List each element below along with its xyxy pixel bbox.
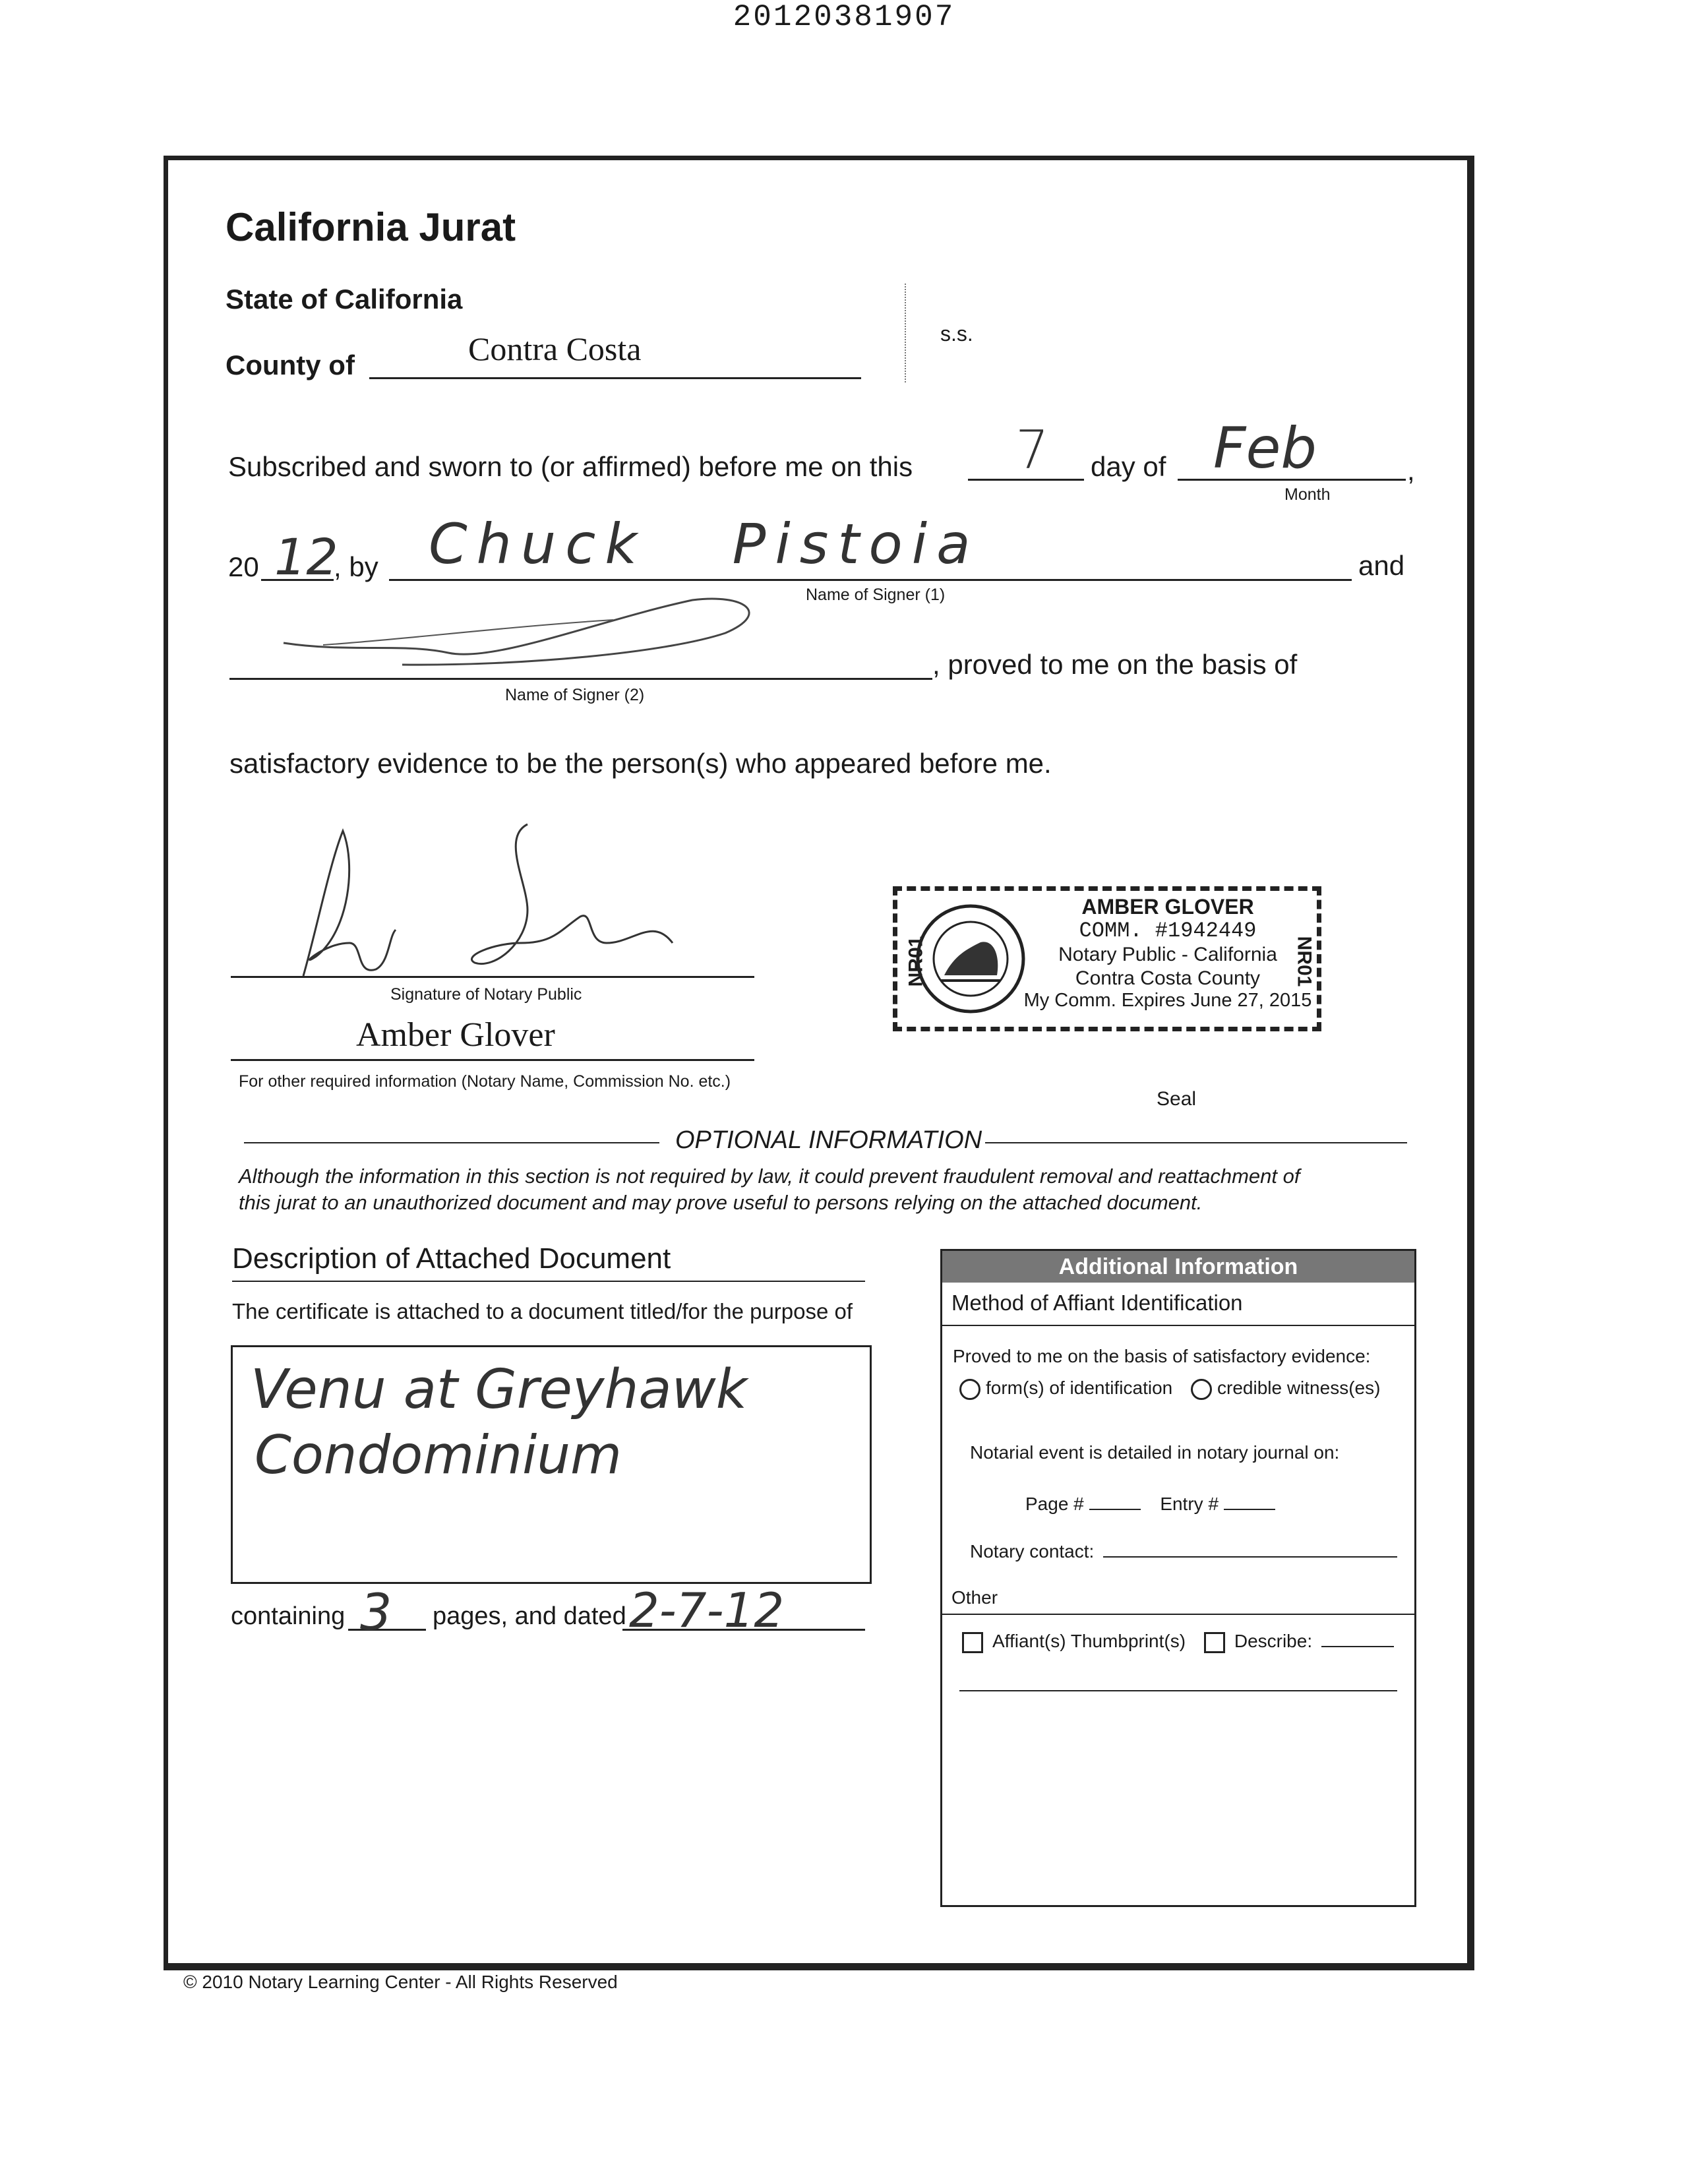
signer1-label: Name of Signer (1) <box>806 586 946 604</box>
seal-commission: COMM. #1942449 <box>1079 919 1257 943</box>
pages-value: 3 <box>360 1583 392 1641</box>
optional-rule-left <box>244 1142 659 1143</box>
notary-signature-line <box>231 976 754 978</box>
optional-text-2: this jurat to an unauthorized document and may prove useful to persons relying on the attached document. <box>239 1191 1203 1214</box>
document-title-line1: Venu at Greyhawk <box>251 1358 748 1421</box>
journal-label: Notarial event is detailed in notary journal on: <box>970 1442 1340 1463</box>
and-label: and <box>1358 550 1405 581</box>
county-line <box>369 377 861 379</box>
optional-rule-right <box>985 1142 1407 1143</box>
seal-name: AMBER GLOVER <box>1081 895 1254 919</box>
by-label: , by <box>334 551 378 582</box>
other-info-label: For other required information (Notary Name, Commission No. etc.) <box>239 1072 731 1091</box>
seal-expiration: My Comm. Expires June 27, 2015 <box>1023 990 1312 1011</box>
forms-of-id-radio[interactable] <box>959 1379 980 1400</box>
other-rule <box>942 1614 1414 1615</box>
thumbprint-checkbox[interactable] <box>962 1632 983 1653</box>
ss-label: s.s. <box>940 322 973 346</box>
containing-label: containing <box>231 1602 346 1630</box>
optional-text-1: Although the information in this section is not required by law, it could prevent fraudulent removal and reattachment of <box>239 1165 1300 1188</box>
credible-witness-radio[interactable] <box>1191 1379 1212 1400</box>
state-seal-emblem <box>915 903 1027 1015</box>
satisfactory-text: satisfactory evidence to be the person(s) who appeared before me. <box>229 748 1052 779</box>
notary-seal-stamp <box>893 886 1321 1031</box>
dated-value: 2-7-12 <box>629 1583 785 1638</box>
entry-field[interactable] <box>1224 1509 1275 1510</box>
notary-name-value: Amber Glover <box>356 1016 555 1054</box>
county-label: County of <box>226 349 355 380</box>
other-options <box>962 1631 1394 1653</box>
document-number: 20120381907 <box>733 0 955 34</box>
sworn-text: Subscribed and sworn to (or affirmed) before me on this <box>228 451 913 482</box>
day-value: 7 <box>1015 419 1049 481</box>
proved-label: Proved to me on the basis of satisfactory evidence: <box>953 1346 1371 1366</box>
document-title-line2: Condominium <box>255 1424 622 1486</box>
page-label: Page # <box>1025 1494 1084 1514</box>
forms-of-id-label: form(s) of identification <box>986 1378 1173 1398</box>
method-label: Method of Affiant Identification <box>951 1290 1243 1315</box>
page-field[interactable] <box>1089 1509 1141 1510</box>
form-title: California Jurat <box>226 205 516 249</box>
pages-dated-label: pages, and dated <box>433 1602 626 1630</box>
brace-mark <box>905 284 909 382</box>
signer2-strike-scribble <box>270 580 771 679</box>
seal-side-left: NR01 <box>905 936 927 987</box>
other-label: Other <box>951 1587 998 1608</box>
describe-checkbox[interactable] <box>1204 1632 1225 1653</box>
county-value: Contra Costa <box>468 330 642 367</box>
contact-row <box>970 1541 1397 1562</box>
notary-name-line <box>231 1059 754 1061</box>
optional-heading: OPTIONAL INFORMATION <box>675 1126 982 1154</box>
description-heading-rule <box>232 1281 865 1282</box>
notary-contact-field[interactable] <box>1103 1556 1397 1558</box>
entry-label: Entry # <box>1160 1494 1219 1514</box>
method-rule <box>942 1325 1414 1326</box>
describe-extra-line <box>959 1690 1397 1691</box>
describe-label: Describe: <box>1234 1631 1313 1651</box>
signer1-value: Chuck Pistoia <box>429 512 980 576</box>
description-heading: Description of Attached Document <box>232 1242 671 1275</box>
copyright-footer: © 2010 Notary Learning Center - All Rights Reserved <box>183 1972 618 1992</box>
proved-text: , proved to me on the basis of <box>932 649 1298 680</box>
seal-label: Seal <box>1157 1088 1197 1110</box>
notary-contact-label: Notary contact: <box>970 1541 1095 1562</box>
thumbprint-label: Affiant(s) Thumbprint(s) <box>992 1631 1186 1651</box>
state-label: State of California <box>226 284 463 315</box>
additional-info-header: Additional Information <box>942 1251 1414 1283</box>
seal-side-right: NR01 <box>1293 936 1315 987</box>
id-options <box>959 1378 1380 1400</box>
notary-signature <box>277 811 699 1009</box>
comma: , <box>1407 455 1415 486</box>
notary-signature-label: Signature of Notary Public <box>390 985 582 1004</box>
year-prefix: 20 <box>228 551 259 582</box>
certificate-text: The certificate is attached to a document titled/for the purpose of <box>232 1299 853 1323</box>
signer2-line <box>229 678 932 680</box>
credible-witness-label: credible witness(es) <box>1217 1378 1381 1398</box>
month-label: Month <box>1284 485 1331 504</box>
seal-county: Contra Costa County <box>1075 967 1261 989</box>
month-value: Feb <box>1213 415 1317 481</box>
describe-field[interactable] <box>1321 1646 1394 1647</box>
seal-line3: Notary Public - California <box>1058 944 1277 965</box>
signer2-label: Name of Signer (2) <box>505 686 645 704</box>
day-of-label: day of <box>1091 451 1166 482</box>
additional-info-panel <box>940 1249 1416 1907</box>
page-entry-row <box>1025 1494 1275 1515</box>
year-value: 12 <box>274 528 338 586</box>
